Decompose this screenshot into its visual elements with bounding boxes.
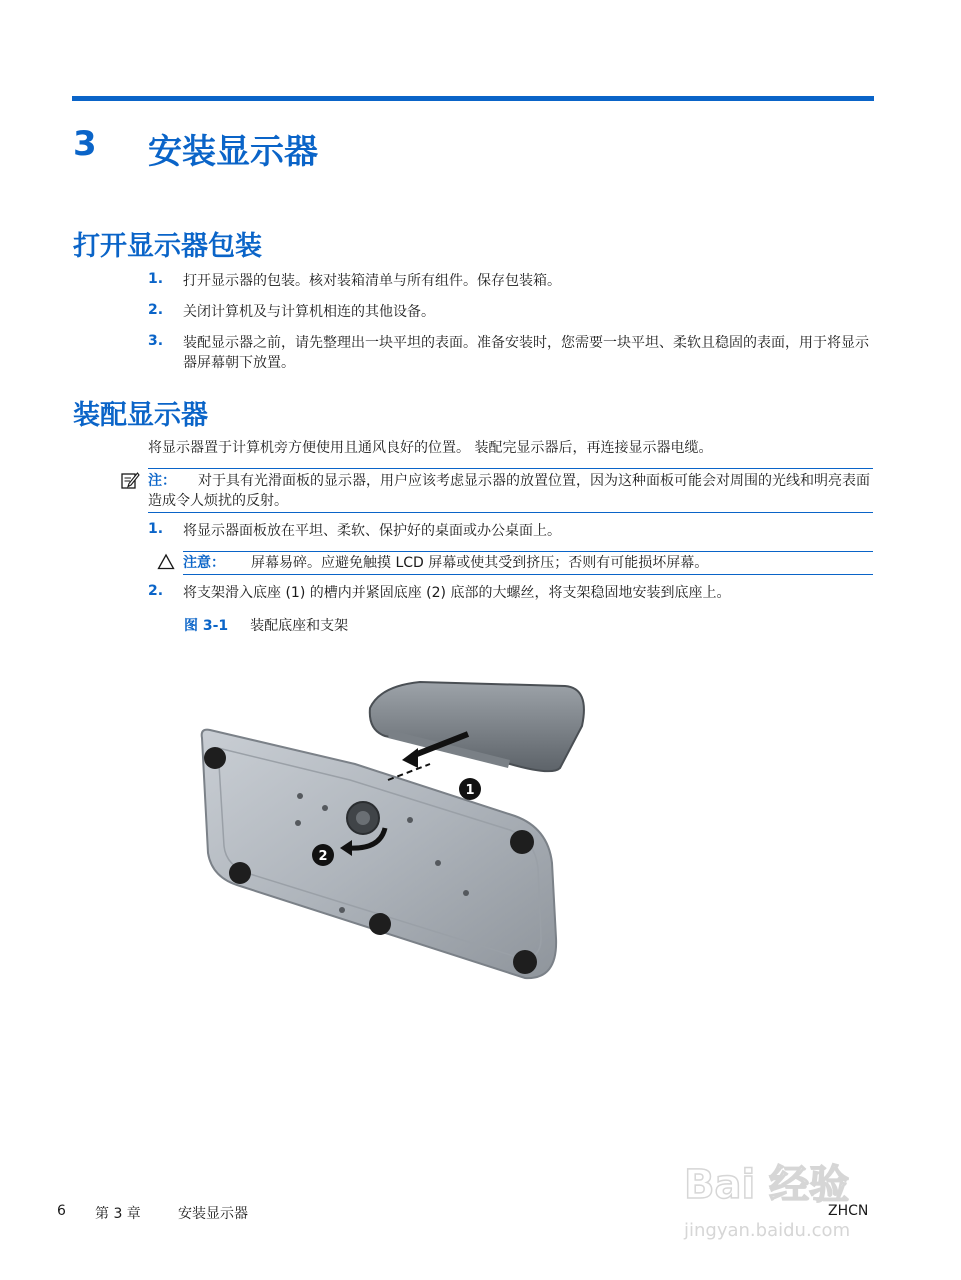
baidu-watermark <box>676 1148 906 1248</box>
footer-title: 安装显示器 <box>178 1206 248 1222</box>
watermark-brand: Bai 经验 <box>684 1162 850 1208</box>
top-rule <box>72 96 874 101</box>
step-number: 1. <box>148 521 164 537</box>
step-text: 打开显示器的包装。核对装箱清单与所有组件。保存包装箱。 <box>183 273 561 289</box>
footer-page-number: 6 <box>57 1203 66 1219</box>
caution-box <box>183 551 873 575</box>
stand-base-illustration <box>180 668 620 988</box>
step-number: 1. <box>148 271 164 287</box>
section-heading-unpack: 打开显示器包装 <box>73 231 262 262</box>
chapter-title: 安装显示器 <box>148 132 318 172</box>
caution-triangle-icon <box>157 553 175 571</box>
footer-locale: ZHCN <box>828 1203 869 1219</box>
step-text: 装配显示器之前，请先整理出一块平坦的表面。准备安装时，您需要一块平坦、柔软且稳固的表面，用于将显示器屏幕朝下放置。 <box>183 335 869 371</box>
note-text: 对于具有光滑面板的显示器，用户应该考虑显示器的放置位置，因为这种面板可能会对周围的光线和明亮表面造成令人烦扰的反射。 <box>148 473 870 509</box>
intro-paragraph: 将显示器置于计算机旁方便使用且通风良好的位置。 装配完显示器后，再连接显示器电缆。 <box>148 440 713 456</box>
step-text: 将显示器面板放在平坦、柔软、保护好的桌面或办公桌面上。 <box>183 523 561 539</box>
watermark-url: jingyan.baidu.com <box>684 1220 851 1241</box>
note-box <box>148 468 873 513</box>
figure-caption <box>184 615 348 635</box>
step-number: 3. <box>148 333 164 349</box>
step-text: 将支架滑入底座 (1) 的槽内并紧固底座 (2) 底部的大螺丝，将支架稳固地安装到底座上。 <box>183 585 731 601</box>
caution-text: 屏幕易碎。应避免触摸 LCD 屏幕或使其受到挤压；否则有可能损坏屏幕。 <box>251 555 709 571</box>
step-number: 2. <box>148 302 164 318</box>
chapter-number: 3 <box>73 124 97 164</box>
caution-label: 注意： <box>183 555 225 571</box>
figure-number: 图 3-1 <box>184 618 229 634</box>
step-text: 关闭计算机及与计算机相连的其他设备。 <box>183 304 435 320</box>
step-number: 2. <box>148 583 164 599</box>
note-label: 注： <box>148 473 176 489</box>
footer-chapter: 第 3 章 <box>95 1206 141 1222</box>
callout-2: 2 <box>318 849 328 864</box>
figure-caption-text: 装配底座和支架 <box>250 618 349 634</box>
callout-1: 1 <box>465 783 475 798</box>
section-heading-assemble: 装配显示器 <box>73 400 208 431</box>
note-icon <box>120 471 140 491</box>
